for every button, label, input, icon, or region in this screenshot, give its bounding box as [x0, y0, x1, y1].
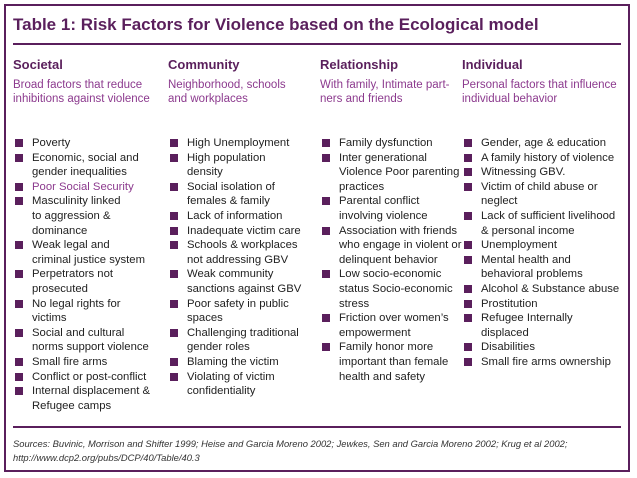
- list-item: Weak community: [168, 267, 318, 282]
- list-item: Conflict or post-conflict: [13, 370, 165, 385]
- column-heading: Relationship: [320, 57, 399, 72]
- list-item: Violence Poor parenting: [339, 166, 460, 179]
- list-item: gender roles: [187, 341, 250, 354]
- list-item: norms support violence: [32, 341, 149, 354]
- list-item: confidentiality: [187, 385, 256, 398]
- risk-factor-list: [462, 136, 626, 370]
- column-community: [168, 58, 318, 399]
- list-item: not addressing GBV: [187, 253, 289, 266]
- list-item: Social isolation of: [168, 180, 318, 195]
- list-item: Association with friends: [320, 224, 460, 239]
- list-item: Masculinity linked: [13, 194, 165, 209]
- list-item: density: [187, 166, 223, 179]
- list-item: gender inequalities: [32, 166, 127, 179]
- column-description: Personal factors that influence individual behavior: [462, 79, 617, 105]
- list-item: criminal justice system: [32, 253, 145, 266]
- list-item: Social and cultural: [13, 326, 165, 341]
- list-item: Poor Social Security: [13, 180, 165, 195]
- list-item: Small fire arms ownership: [462, 355, 626, 370]
- list-item: Internal displacement &: [13, 384, 165, 399]
- list-item: Parental conflict: [320, 194, 460, 209]
- list-item: prosecuted: [32, 282, 88, 295]
- list-item: behavioral problems: [481, 268, 583, 281]
- list-item: empowerment: [339, 326, 411, 339]
- list-item: Small fire arms: [13, 355, 165, 370]
- list-item: Economic, social and: [13, 151, 165, 166]
- footer-rule: [13, 426, 621, 428]
- list-item: sanctions against GBV: [187, 282, 302, 295]
- list-item: Low socio-economic: [320, 267, 460, 282]
- column-relationship: [320, 58, 460, 384]
- list-item: Mental health and: [462, 253, 626, 268]
- list-item: Witnessing GBV.: [462, 165, 626, 180]
- list-item: Family honor more: [320, 340, 460, 355]
- column-heading: Community: [168, 57, 240, 72]
- list-item: Blaming the victim: [168, 355, 318, 370]
- list-item: Lack of sufficient livelihood: [462, 209, 626, 224]
- list-item: Schools & workplaces: [168, 238, 318, 253]
- list-item: stress: [339, 297, 370, 310]
- list-item: involving violence: [339, 209, 428, 222]
- list-item: Perpetrators not: [13, 267, 165, 282]
- list-item: Family dysfunction: [320, 136, 460, 151]
- list-item: Disabilities: [462, 340, 626, 355]
- list-item: neglect: [481, 195, 518, 208]
- list-item: Unemployment: [462, 238, 626, 253]
- list-item: important than female: [339, 355, 449, 368]
- risk-factor-list: [320, 136, 460, 384]
- list-item: High population: [168, 151, 318, 166]
- title-rule: [13, 43, 621, 45]
- list-item: displaced: [481, 326, 529, 339]
- list-item: Inadequate victim care: [168, 224, 318, 239]
- list-item: who engage in violent or: [339, 239, 462, 252]
- list-item: A family history of violence: [462, 151, 626, 166]
- list-item: High Unemployment: [168, 136, 318, 151]
- list-item: Poverty: [13, 136, 165, 151]
- list-item: spaces: [187, 312, 223, 325]
- column-description: Neighborhood, schools and workplaces: [168, 79, 286, 105]
- column-heading: Individual: [462, 57, 523, 72]
- list-item: Refugee Internally: [462, 311, 626, 326]
- sources-note: Sources: Buvinic, Morrison and Shifter 1999; Heise and Garcia Moreno 2002; Jewkes, Sen and Garcia Moreno 2002; Krug et al 2002; http://www.dcp2.org/pubs/DCP/40/Table/40.3: [13, 437, 628, 465]
- list-item: dominance: [32, 224, 88, 237]
- list-item: Poor safety in public: [168, 297, 318, 312]
- risk-factor-list: [13, 136, 165, 413]
- column-heading: Societal: [13, 57, 63, 72]
- list-item: Challenging traditional: [168, 326, 318, 341]
- table-frame: [4, 4, 630, 472]
- list-item: Alcohol & Substance abuse: [462, 282, 626, 297]
- list-item: Weak legal and: [13, 238, 165, 253]
- list-item: No legal rights for: [13, 297, 165, 312]
- list-item: practices: [339, 180, 385, 193]
- list-item: Gender, age & education: [462, 136, 626, 151]
- column-societal: [13, 58, 165, 413]
- list-item: Violating of victim: [168, 370, 318, 385]
- list-item: status Socio-economic: [339, 282, 453, 295]
- list-item: to aggression &: [32, 209, 111, 222]
- list-item: Victim of child abuse or: [462, 180, 626, 195]
- column-description: With family, Intimate part- ners and friends: [320, 79, 450, 105]
- risk-factor-list: [168, 136, 318, 399]
- list-item: & personal income: [481, 224, 575, 237]
- list-item: females & family: [187, 195, 270, 208]
- list-item: victims: [32, 312, 67, 325]
- column-individual: [462, 58, 626, 370]
- list-item: health and safety: [339, 370, 426, 383]
- table-title: Table 1: Risk Factors for Violence based on the Ecological model: [13, 15, 539, 34]
- list-item: Friction over women’s: [320, 311, 460, 326]
- list-item: delinquent behavior: [339, 253, 438, 266]
- list-item: Inter generational: [320, 151, 460, 166]
- column-description: Broad factors that reduce inhibitions against violence: [13, 79, 150, 105]
- source-link[interactable]: http://www.dcp2.org/pubs/DCP/40/Table/40.3: [13, 452, 200, 463]
- list-item: Prostitution: [462, 297, 626, 312]
- list-item: Refugee camps: [32, 399, 112, 412]
- list-item: Lack of information: [168, 209, 318, 224]
